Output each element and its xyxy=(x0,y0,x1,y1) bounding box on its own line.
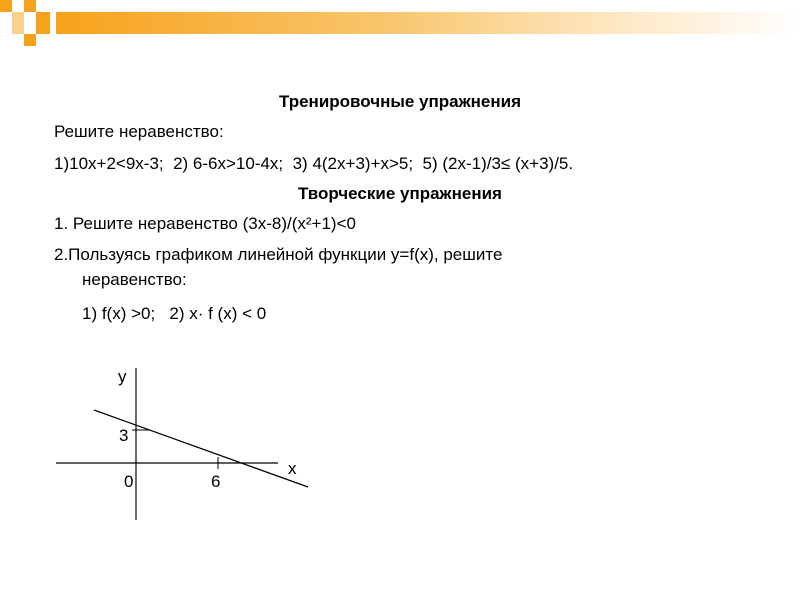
creative-task-2-items: 1) f(x) >0; 2) x· f (x) < 0 xyxy=(82,304,267,323)
instruction-text: Решите неравенство: xyxy=(54,122,224,141)
decor-square xyxy=(0,0,12,12)
creative-task-2-continued: неравенство: xyxy=(82,270,187,289)
header-decoration xyxy=(0,0,800,50)
decor-square xyxy=(12,24,24,34)
header-gradient-bar xyxy=(56,12,800,34)
linear-function-graph xyxy=(50,360,310,525)
creative-task-2: 2.Пользуясь графиком линейной функции y=f(x), решите xyxy=(54,245,503,264)
origin-label: 0 xyxy=(124,472,134,491)
training-tasks: 1)10x+2<9x-3; 2) 6-6x>10-4x; 3) 4(2x+3)+x>5; 5) (2x-1)/3≤ (x+3)/5. xyxy=(54,154,574,173)
decor-square xyxy=(24,0,36,12)
decor-square xyxy=(24,34,36,46)
y-intercept-label: 3 xyxy=(119,426,129,445)
x-intercept-label: 6 xyxy=(211,472,221,491)
x-axis-label: x xyxy=(288,459,297,478)
decor-square xyxy=(36,12,50,34)
decor-square xyxy=(12,12,24,24)
y-axis-label: y xyxy=(118,367,127,386)
heading-creative: Творческие упражнения xyxy=(298,184,502,203)
creative-task-1: 1. Решите неравенство (3x-8)/(x²+1)<0 xyxy=(54,214,356,233)
heading-training: Тренировочные упражнения xyxy=(278,92,522,111)
graph-svg xyxy=(50,360,310,525)
